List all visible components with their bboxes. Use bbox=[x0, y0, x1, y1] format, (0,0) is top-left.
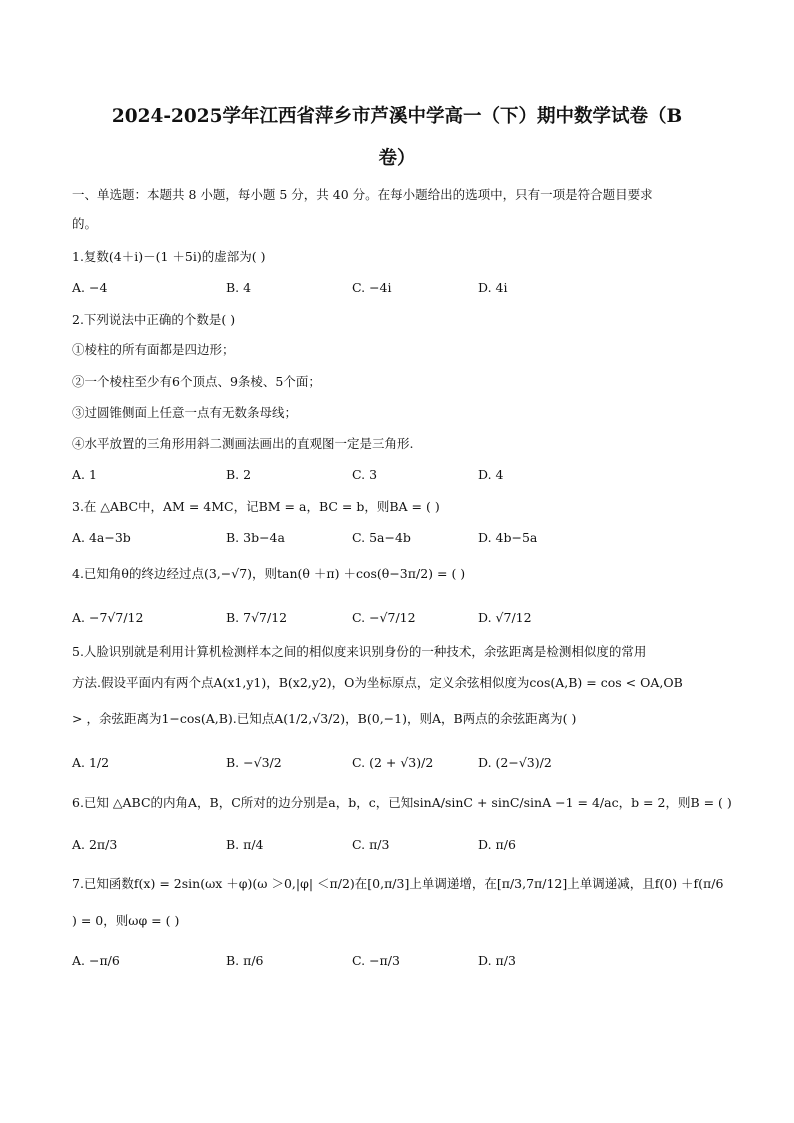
option-d[interactable]: D. π/6 bbox=[478, 837, 516, 852]
question-stem: 2.下列说法中正确的个数是( ) bbox=[72, 312, 236, 327]
question-stem-line: ④水平放置的三角形用斜二测画法画出的直观图一定是三角形. bbox=[72, 436, 414, 451]
option-a[interactable]: A. 4a−3b bbox=[72, 530, 131, 545]
option-a[interactable]: A. −7√7/12 bbox=[72, 610, 144, 625]
question-stem: 4.已知角θ的终边经过点(3,−√7)，则tan(θ ＋π) ＋cos(θ−3π/2) = ( ) bbox=[72, 566, 466, 581]
question-stem: 6.已知 △ABC的内角A，B，C所对的边分别是a，b，c，已知sinA/sinC + sinC/sinA −1 = 4/ac，b = 2，则B = ( ) bbox=[72, 795, 732, 810]
question-stem-line: 方法.假设平面内有两个点A(x1,y1)，B(x2,y2)，O为坐标原点，定义余弦相似度为cos(A,B) = cos < OA,OB bbox=[72, 675, 683, 690]
option-b[interactable]: B. 3b−4a bbox=[226, 530, 285, 545]
option-d[interactable]: D. π/3 bbox=[478, 953, 516, 968]
section-heading: 一、单选题：本题共 8 小题，每小题 5 分，共 40 分。在每小题给出的选项中，只有一项是符合题目要求 bbox=[72, 187, 653, 202]
answer-options bbox=[72, 839, 712, 859]
question-stem: 1.复数(4＋i)－(1 ＋5i)的虚部为( ) bbox=[72, 249, 266, 264]
page-title-continued: 卷） bbox=[378, 148, 416, 169]
option-a[interactable]: A. 2π/3 bbox=[72, 837, 118, 852]
answer-options bbox=[72, 532, 712, 552]
option-a[interactable]: A. 1/2 bbox=[72, 755, 110, 770]
option-b[interactable]: B. 2 bbox=[226, 467, 252, 482]
option-c[interactable]: C. 3 bbox=[352, 467, 378, 482]
option-b[interactable]: B. 7√7/12 bbox=[226, 610, 288, 625]
option-d[interactable]: D. 4i bbox=[478, 280, 508, 295]
answer-options bbox=[72, 955, 712, 975]
option-c[interactable]: C. −4i bbox=[352, 280, 392, 295]
question-stem: 3.在 △ABC中，AM = 4MC，记BM = a，BC = b，则BA = ( ) bbox=[72, 499, 440, 514]
question-stem-line: ②一个棱柱至少有6个顶点、9条棱、5个面； bbox=[72, 374, 321, 389]
answer-options bbox=[72, 469, 712, 489]
option-a[interactable]: A. −π/6 bbox=[72, 953, 120, 968]
option-c[interactable]: C. −√7/12 bbox=[352, 610, 416, 625]
option-c[interactable]: C. (2 + √3)/2 bbox=[352, 755, 434, 770]
answer-options bbox=[72, 282, 712, 302]
section-heading-continued: 的。 bbox=[72, 216, 98, 231]
question-stem: 7.已知函数f(x) = 2sin(ωx ＋φ)(ω ＞0,|φ| ＜π/2)在[0,π/3]上单调递增，在[π/3,7π/12]上单调递减，且f(0) ＋f(π/6 bbox=[72, 876, 724, 891]
option-b[interactable]: B. 4 bbox=[226, 280, 252, 295]
option-d[interactable]: D. 4 bbox=[478, 467, 504, 482]
option-d[interactable]: D. (2−√3)/2 bbox=[478, 755, 552, 770]
option-c[interactable]: C. π/3 bbox=[352, 837, 390, 852]
page-title: 2024-2025学年江西省萍乡市芦溪中学高一（下）期中数学试卷（B bbox=[111, 106, 683, 127]
option-c[interactable]: C. 5a−4b bbox=[352, 530, 411, 545]
option-b[interactable]: B. π/6 bbox=[226, 953, 264, 968]
option-d[interactable]: D. √7/12 bbox=[478, 610, 532, 625]
option-d[interactable]: D. 4b−5a bbox=[478, 530, 538, 545]
option-c[interactable]: C. −π/3 bbox=[352, 953, 400, 968]
question-stem: 5.人脸识别就是利用计算机检测样本之间的相似度来识别身份的一种技术，余弦距离是检测相似度的常用 bbox=[72, 644, 647, 659]
option-b[interactable]: B. π/4 bbox=[226, 837, 264, 852]
question-stem-line: ) = 0，则ωφ = ( ) bbox=[72, 913, 180, 928]
question-stem-line: ①棱柱的所有面都是四边形； bbox=[72, 342, 235, 357]
question-stem-line: > ，余弦距离为1−cos(A,B).已知点A(1/2,√3/2)，B(0,−1)，则A，B两点的余弦距离为( ) bbox=[72, 711, 577, 726]
option-a[interactable]: A. −4 bbox=[72, 280, 108, 295]
answer-options bbox=[72, 612, 712, 632]
option-b[interactable]: B. −√3/2 bbox=[226, 755, 282, 770]
option-a[interactable]: A. 1 bbox=[72, 467, 97, 482]
answer-options bbox=[72, 757, 712, 777]
question-stem-line: ③过圆锥侧面上任意一点有无数条母线； bbox=[72, 405, 298, 420]
